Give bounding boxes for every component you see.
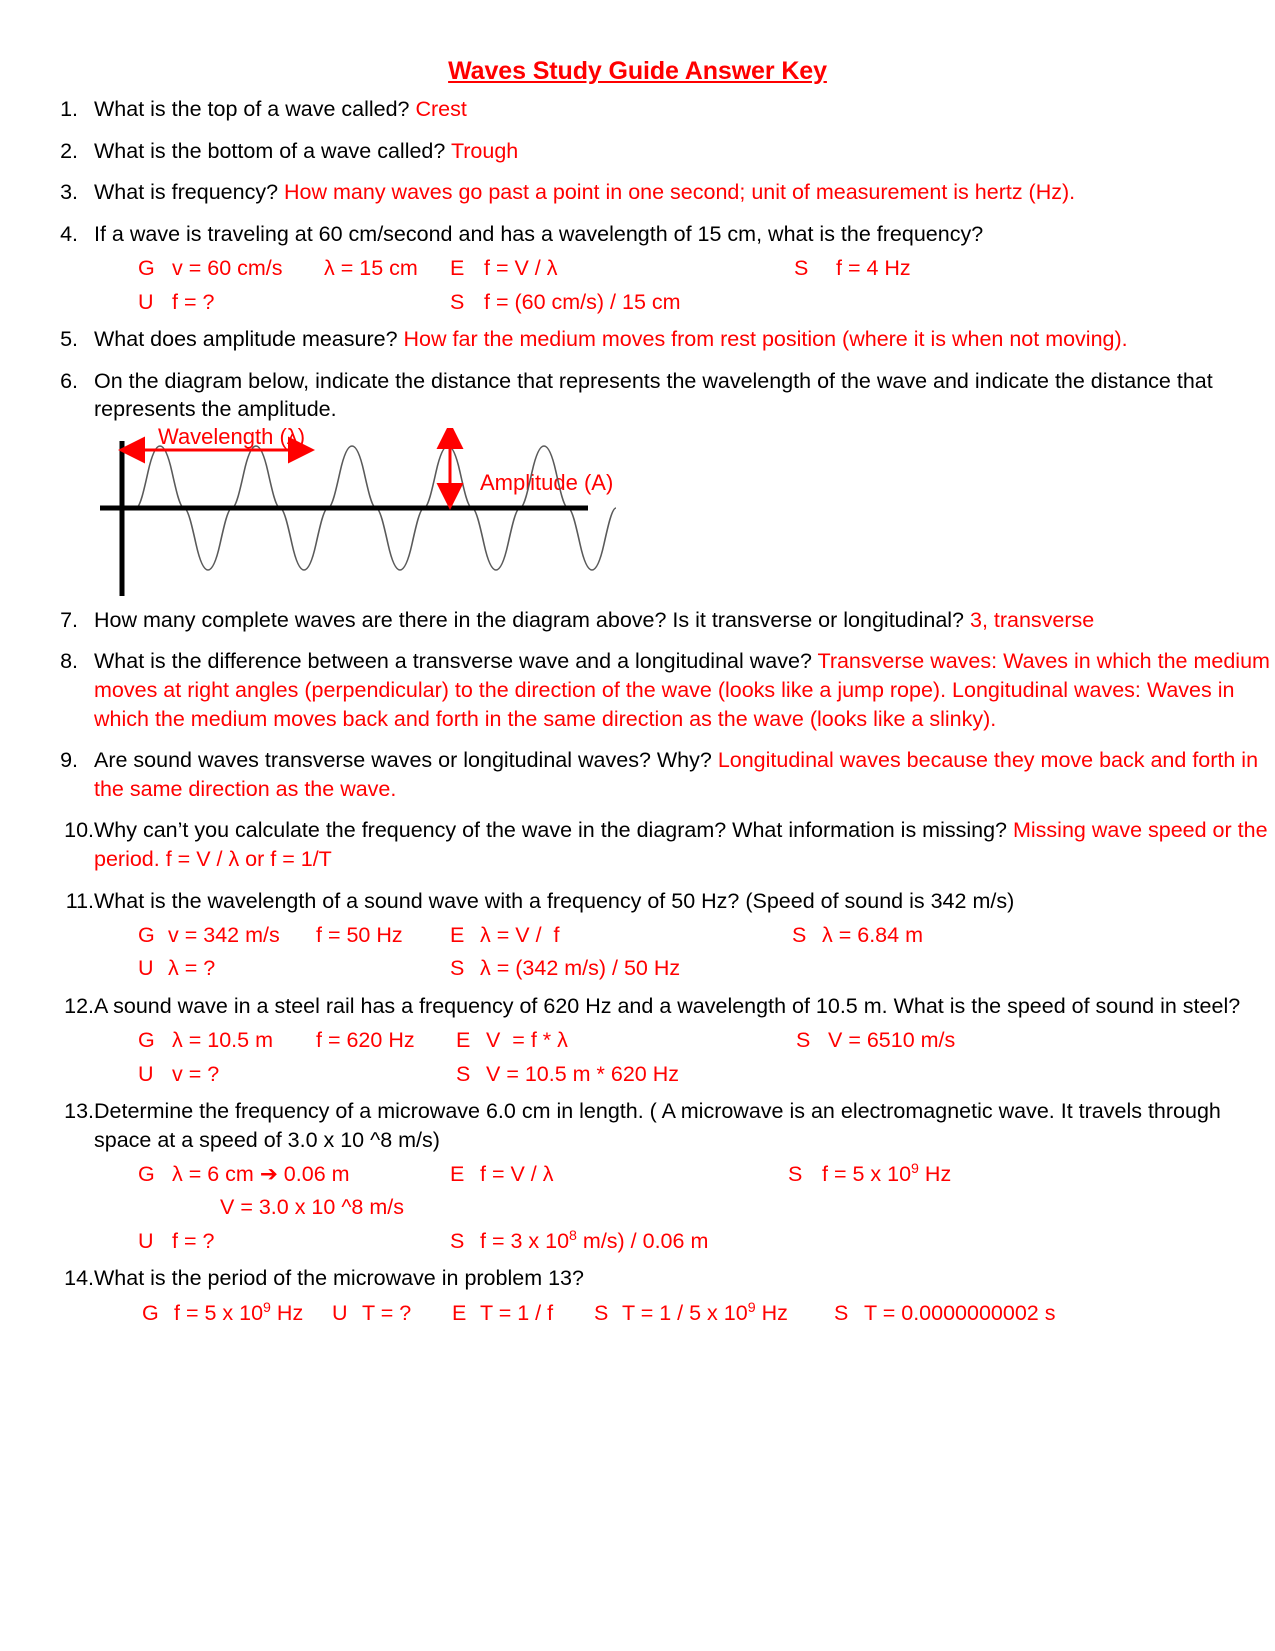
given-value-2: V = 3.0 x 10 ^8 m/s — [220, 1195, 404, 1220]
solve-value-exponent: 9 — [911, 1161, 919, 1177]
substitute-value — [622, 1297, 834, 1330]
question-item-10 — [0, 816, 1275, 873]
question-text: What is the top of a wave called? — [94, 97, 416, 121]
given-label: G — [138, 923, 155, 948]
solve-label: S — [788, 1162, 803, 1187]
given-value-2: λ = 15 cm — [324, 256, 418, 281]
equation-label: E — [452, 1300, 467, 1325]
answer-text: How many waves go past a point in one second; unit of measurement is hertz (Hz). — [284, 180, 1076, 205]
wave-diagram-svg — [100, 428, 620, 596]
question-item-11 — [0, 887, 1275, 916]
question-number: 1. — [60, 97, 78, 121]
answer-text: Longitudinal waves because they move back and forth in the same direction as the wave. — [94, 748, 1259, 801]
solve-value — [822, 1158, 951, 1191]
substitute-label: S — [450, 289, 465, 314]
question-text: What is the bottom of a wave called? — [94, 138, 451, 163]
guess-row-2 — [138, 1058, 1275, 1091]
question-text: What is the difference between a transverse wave and a longitudinal wave? — [94, 649, 818, 674]
question-text: Are sound waves transverse waves or longitudinal waves? Why? — [94, 748, 718, 773]
substitute-unit: Hz — [755, 1300, 788, 1325]
substitute-exponent: 9 — [747, 1299, 756, 1316]
question-number: 14. — [64, 1266, 94, 1291]
solve-value: f = 4 Hz — [836, 256, 911, 281]
given-label: G — [142, 1300, 159, 1325]
given-value-1: v = 342 m/s — [168, 923, 280, 948]
question-number: 10. — [64, 818, 94, 843]
equation-label: E — [450, 256, 465, 281]
solve-label: S — [792, 923, 807, 948]
solve-value: V = 6510 m/s — [828, 1028, 956, 1053]
equation-value: T = 1 / f — [480, 1300, 554, 1325]
given-label: G — [138, 1162, 155, 1187]
question-number: 11. — [65, 888, 94, 913]
substitute-label: S — [456, 1061, 471, 1086]
question-number: 9. — [60, 748, 78, 773]
amplitude-label: Amplitude (A) — [480, 469, 614, 495]
given-label: G — [138, 256, 155, 281]
question-item-13 — [0, 1097, 1275, 1154]
unknown-value: λ = ? — [168, 956, 216, 981]
guess-row-1 — [142, 1297, 1275, 1330]
guess-work-q14 — [0, 1297, 1275, 1330]
guess-row-2 — [138, 952, 1275, 985]
question-item-14 — [0, 1264, 1275, 1293]
guess-work-q12 — [0, 1024, 1275, 1091]
solve-value-unit: Hz — [918, 1162, 952, 1187]
question-text: What is the wavelength of a sound wave with a frequency of 50 Hz? (Speed of sound is 342 m/s) — [94, 888, 1015, 913]
guess-row-1 — [138, 252, 1275, 285]
unknown-label: U — [138, 1228, 154, 1253]
answer-text: Crest — [415, 97, 467, 121]
guess-row-3 — [138, 1225, 1275, 1258]
question-item-1 — [0, 95, 1275, 124]
substitute-rest: m/s) / 0.06 m — [576, 1228, 709, 1253]
given-base: f = 5 x 10 — [174, 1300, 264, 1325]
question-item-9 — [0, 746, 1275, 803]
given-value-1: λ = 6 cm ➔ 0.06 m — [172, 1162, 350, 1187]
guess-work-q4 — [0, 252, 1275, 319]
question-item-6 — [0, 367, 1275, 424]
given-value — [174, 1297, 332, 1330]
substitute-value — [480, 1225, 708, 1258]
guess-row-1 — [138, 1024, 1275, 1057]
substitute-base: f = 3 x 10 — [480, 1228, 570, 1253]
question-text: A sound wave in a steel rail has a frequency of 620 Hz and a wavelength of 10.5 m. What is the speed of sound in steel? — [94, 993, 1241, 1018]
equation-label: E — [456, 1028, 471, 1053]
solve-value: T = 0.0000000002 s — [864, 1300, 1056, 1325]
given-value-1: λ = 10.5 m — [172, 1028, 273, 1053]
answer-text: How far the medium moves from rest position (where it is when not moving). — [403, 327, 1128, 351]
question-text: Determine the frequency of a microwave 6.0 cm in length. ( A microwave is an electromagnetic wave. It travels through space at a speed of 3.0 x 10 ^8 m/s) — [94, 1098, 1221, 1152]
solve-label: S — [796, 1028, 811, 1053]
question-item-2 — [0, 137, 1275, 166]
question-text: What is the period of the microwave in problem 13? — [94, 1266, 584, 1291]
answer-text: Trough — [450, 138, 519, 163]
answer-text: Missing wave speed or the period. f = V / λ or f = 1/T — [94, 818, 1268, 871]
question-number: 7. — [60, 607, 78, 632]
substitute-value: f = (60 cm/s) / 15 cm — [484, 289, 681, 314]
guess-row-2 — [138, 1191, 1275, 1224]
solve-label: S — [794, 256, 809, 281]
equation-value: f = V / λ — [480, 1162, 554, 1187]
question-number: 3. — [60, 180, 78, 205]
equation-label: E — [450, 923, 465, 948]
given-label: G — [138, 1028, 155, 1053]
substitute-label: S — [450, 956, 465, 981]
given-value-1: v = 60 cm/s — [172, 256, 283, 281]
substitute-label: S — [594, 1300, 609, 1325]
question-text: What is frequency? — [94, 180, 285, 205]
equation-label: E — [450, 1162, 465, 1187]
question-number: 6. — [60, 368, 78, 393]
question-item-5 — [0, 325, 1275, 354]
guess-work-q13 — [0, 1158, 1275, 1258]
question-item-4 — [0, 220, 1275, 249]
guess-row-2 — [138, 286, 1275, 319]
question-item-7 — [0, 606, 1275, 635]
question-item-3 — [0, 178, 1275, 207]
question-list — [0, 86, 1275, 1330]
substitute-label: S — [450, 1228, 465, 1253]
solve-label: S — [834, 1300, 849, 1325]
solve-value-base: f = 5 x 10 — [822, 1162, 912, 1187]
guess-row-1 — [138, 919, 1275, 952]
wave-diagram — [100, 423, 620, 596]
question-number: 2. — [60, 138, 78, 163]
substitute-base: T = 1 / 5 x 10 — [622, 1300, 748, 1325]
substitute-value: λ = (342 m/s) / 50 Hz — [480, 956, 681, 981]
unknown-label: U — [138, 1061, 154, 1086]
unknown-value: f = ? — [172, 1228, 215, 1253]
given-exponent: 9 — [263, 1299, 271, 1316]
substitute-exponent: 8 — [569, 1227, 577, 1244]
question-text: Why can’t you calculate the frequency of the wave in the diagram? What information is missing? — [94, 818, 1013, 843]
page-title: Waves Study Guide Answer Key — [448, 57, 827, 85]
guess-row-1 — [138, 1158, 1275, 1191]
given-value-2: f = 620 Hz — [316, 1028, 415, 1053]
equation-value: f = V / λ — [484, 256, 558, 281]
question-text: On the diagram below, indicate the distance that represents the wavelength of the wave and indicate the distance that represents the amplitude. — [94, 368, 1213, 422]
unknown-value: T = ? — [362, 1300, 412, 1325]
question-number: 5. — [60, 327, 78, 351]
question-number: 4. — [60, 221, 78, 246]
question-item-12 — [0, 992, 1275, 1021]
unknown-label: U — [138, 289, 154, 314]
given-unit: Hz — [270, 1300, 304, 1325]
unknown-label: U — [138, 956, 154, 981]
answer-text: Transverse waves: Waves in which the medium moves at right angles (perpendicular) to the direction of the wave (looks like a jump rope). Longitudinal waves: Waves in which the medium moves back and forth in the same direction as the wave (looks like a slinky). — [94, 649, 1270, 731]
substitute-value: V = 10.5 m * 620 Hz — [486, 1061, 680, 1086]
unknown-value: v = ? — [172, 1061, 220, 1086]
question-item-8 — [0, 647, 1275, 733]
question-text: How many complete waves are there in the diagram above? Is it transverse or longitudinal? — [94, 607, 970, 632]
given-value-2: f = 50 Hz — [316, 923, 403, 948]
equation-value: λ = V / f — [480, 923, 560, 948]
question-number: 12. — [64, 993, 94, 1018]
equation-value: V = f * λ — [486, 1028, 568, 1053]
question-text: What does amplitude measure? — [94, 327, 404, 351]
unknown-value: f = ? — [172, 289, 215, 314]
wavelength-label: Wavelength (λ) — [158, 423, 306, 449]
solve-value: λ = 6.84 m — [822, 923, 923, 948]
question-number: 8. — [60, 649, 78, 674]
unknown-label: U — [332, 1300, 348, 1325]
question-text: If a wave is traveling at 60 cm/second and has a wavelength of 15 cm, what is the frequency? — [94, 221, 984, 246]
question-number: 13. — [64, 1098, 94, 1123]
answer-text: 3, transverse — [969, 607, 1095, 632]
guess-work-q11 — [0, 919, 1275, 986]
